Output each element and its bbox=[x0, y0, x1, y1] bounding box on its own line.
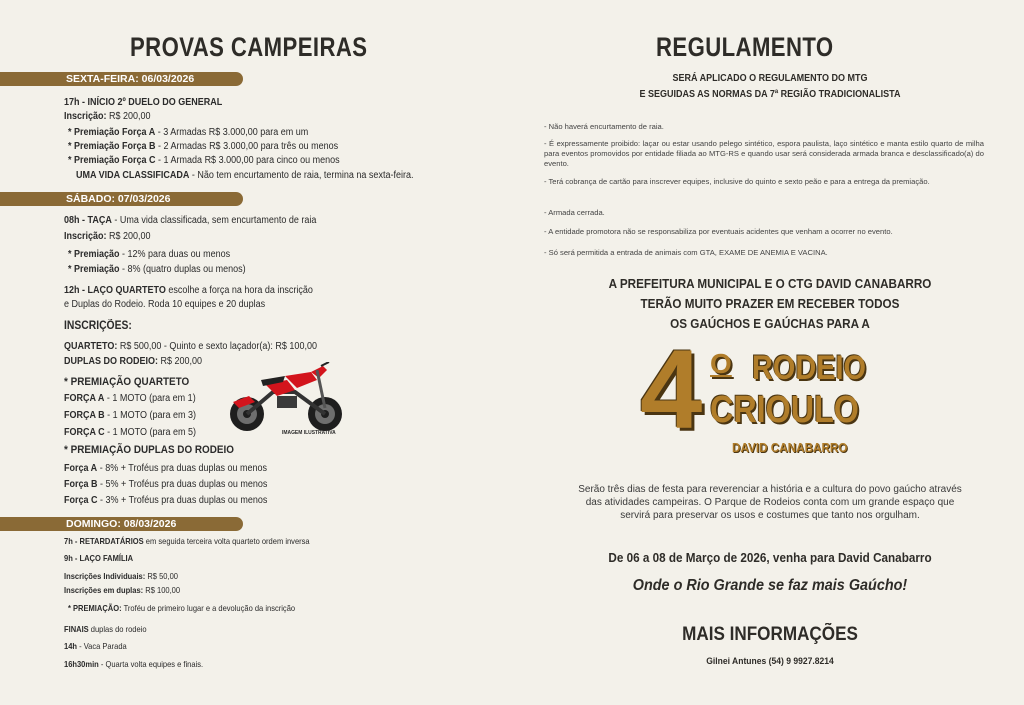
quarteto-line: QUARTETO: R$ 500,00 - Quinto e sexto laçador(a): R$ 100,00 bbox=[64, 341, 317, 352]
inscricoes-title: INSCRIÇÕES: bbox=[64, 320, 132, 332]
rule-4: - Armada cerrada. bbox=[544, 208, 605, 217]
info-title: MAIS INFORMAÇÕES bbox=[682, 624, 858, 645]
rule-5: - A entidade promotora não se responsabiliza por eventuais acidentes que venham a ocorrer no evento. bbox=[544, 227, 893, 236]
sunday-band: DOMINGO: 08/03/2026 bbox=[0, 517, 243, 531]
logo-ordinal: O bbox=[710, 348, 732, 379]
friday-premio-b: * Premiação Força B - 2 Armadas R$ 3.000,00 para três ou menos bbox=[68, 141, 339, 152]
friday-band: SEXTA-FEIRA: 06/03/2026 bbox=[0, 72, 243, 86]
rule-1: - Não haverá encurtamento de raia. bbox=[544, 122, 664, 131]
premiacao-quarteto-title: * PREMIAÇÃO QUARTETO bbox=[64, 376, 190, 388]
sunday-l1: 7h - RETARDATÁRIOS em seguida terceira volta quarteto ordem inversa bbox=[64, 536, 310, 546]
friday-event-title: 17h - INÍCIO 2º DUELO DO GENERAL bbox=[64, 97, 223, 108]
contact: Gilnei Antunes (54) 9 9927.8214 bbox=[706, 656, 834, 667]
slogan: Onde o Rio Grande se faz mais Gaúcho! bbox=[632, 577, 908, 594]
forca-a-line: FORÇA A - 1 MOTO (para em 1) bbox=[64, 393, 196, 404]
forca-dupla-c: Força C - 3% + Troféus pra duas duplas ou menos bbox=[64, 495, 268, 506]
forca-b-line: FORÇA B - 1 MOTO (para em 3) bbox=[64, 410, 197, 421]
logo-crioulo: CRIOULO bbox=[710, 389, 859, 431]
rule-6: - Só será permitida a entrada de animais com GTA, EXAME DE ANEMIA E VACINA. bbox=[544, 248, 828, 257]
saturday-inscricao: Inscrição: R$ 200,00 bbox=[64, 231, 151, 242]
invite-line3: OS GAÚCHOS E GAÚCHAS PARA A bbox=[670, 316, 870, 331]
saturday-band: SÁBADO: 07/03/2026 bbox=[0, 192, 243, 206]
rule-2: - É expressamente proibido: laçar ou estar usando pelego sintético, espora paulista, laço sintético e manta estilo quarto de milha para eventos promovidos por entidade filiada ao MTG-RS e quando usar será considerada armada branca e desclassificado(a) do evento. bbox=[544, 139, 984, 168]
duplas-line: DUPLAS DO RODEIO: R$ 200,00 bbox=[64, 356, 203, 367]
saturday-taca: 08h - TAÇA - Uma vida classificada, sem encurtamento de raia bbox=[64, 215, 317, 226]
desc-line2: das atividades campeiras. O Parque de Rodeios conta com um grande espaço que bbox=[585, 497, 955, 508]
friday-premio-a: * Premiação Força A - 3 Armadas R$ 3.000,00 para em um bbox=[68, 127, 309, 138]
laco-quarteto-2: e Duplas do Rodeio. Roda 10 equipes e 20 duplas bbox=[64, 299, 266, 310]
desc-line3: servirá para preservar os usos e costumes que tanto nos orgulham. bbox=[620, 510, 920, 521]
logo-number: 4 bbox=[640, 327, 703, 452]
moto-caption: IMAGEM ILUSTRATIVA bbox=[282, 430, 336, 436]
desc-line1: Serão três dias de festa para reverenciar a história e a cultura do povo gaúcho através bbox=[578, 484, 962, 495]
sunday-l7: 14h - Vaca Parada bbox=[64, 641, 127, 651]
sunday-l8: 16h30min - Quarta volta equipes e finais. bbox=[64, 659, 204, 669]
logo-rodeio: RODEIO bbox=[752, 349, 867, 387]
premiacao-duplas-title: * PREMIAÇÃO DUPLAS DO RODEIO bbox=[64, 444, 234, 456]
regulamento-title: REGULAMENTO bbox=[656, 32, 834, 62]
forca-dupla-a: Força A - 8% + Troféus pra duas duplas ou menos bbox=[64, 463, 268, 474]
regulamento-sub2: E SEGUIDAS AS NORMAS DA 7ª REGIÃO TRADICIONALISTA bbox=[639, 89, 901, 100]
saturday-premio-2: * Premiação - 8% (quatro duplas ou menos) bbox=[68, 264, 246, 275]
sunday-l4: Inscrições em duplas: R$ 100,00 bbox=[64, 585, 181, 595]
rule-3: - Terá cobrança de cartão para inscrever equipes, inclusive do quinto e sexto peão e para a entrega da premiação. bbox=[544, 177, 930, 186]
sunday-l2: 9h - LAÇO FAMÍLIA bbox=[64, 553, 134, 563]
logo-david: DAVID CANABARRO bbox=[732, 440, 848, 455]
sunday-l5: * PREMIAÇÃO: Troféu de primeiro lugar e a devolução da inscrição bbox=[68, 603, 296, 613]
description bbox=[540, 483, 1000, 522]
saturday-premio-1: * Premiação - 12% para duas ou menos bbox=[68, 249, 231, 260]
friday-vida: UMA VIDA CLASSIFICADA - Não tem encurtamento de raia, termina na sexta-feira. bbox=[76, 170, 414, 181]
event-dates: De 06 a 08 de Março de 2026, venha para David Canabarro bbox=[608, 550, 932, 565]
forca-c-line: FORÇA C - 1 MOTO (para em 5) bbox=[64, 427, 197, 438]
invite-line1: A PREFEITURA MUNICIPAL E O CTG DAVID CANABARRO bbox=[608, 276, 932, 291]
sunday-l3: Inscrições Individuais: R$ 50,00 bbox=[64, 571, 178, 581]
rodeio-logo bbox=[640, 327, 880, 470]
laco-quarteto: 12h - LAÇO QUARTETO escolhe a força na hora da inscrição bbox=[64, 285, 313, 296]
invite-line2: TERÃO MUITO PRAZER EM RECEBER TODOS bbox=[640, 296, 900, 311]
forca-dupla-b: Força B - 5% + Troféus pra duas duplas ou menos bbox=[64, 479, 268, 490]
friday-inscricao: Inscrição: R$ 200,00 bbox=[64, 111, 151, 122]
friday-premio-c: * Premiação Força C - 1 Armada R$ 3.000,00 para cinco ou menos bbox=[68, 155, 340, 166]
sunday-l6: FINAIS duplas do rodeio bbox=[64, 624, 147, 634]
regulamento-sub1: SERÁ APLICADO O REGULAMENTO DO MTG bbox=[672, 73, 868, 84]
provas-title: PROVAS CAMPEIRAS bbox=[130, 32, 368, 62]
